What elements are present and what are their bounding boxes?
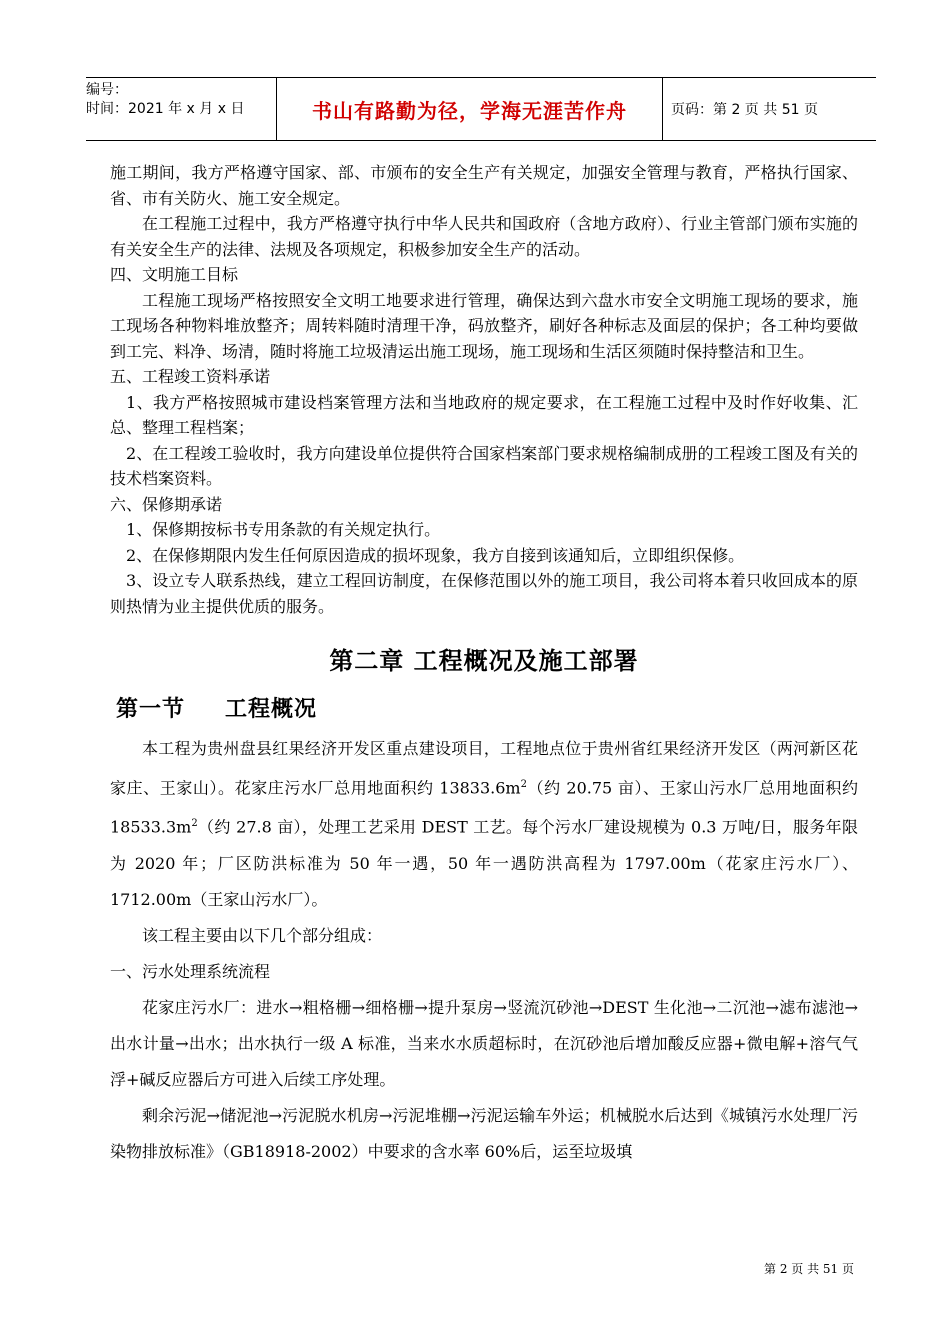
superscript: 2 [520, 779, 527, 790]
page-content [110, 160, 858, 1170]
overview-text-a: 本工程为贵州盘县红果经济开发区重点建设项目，工程地点位于贵州省红果经济开发区（两河新区花家庄、王家山）。花家庄污水厂总用地面积约 13833.6m [110, 739, 858, 798]
overview-paragraph [110, 731, 858, 918]
section-heading [116, 692, 858, 723]
page-footer: 第 2 页 共 51 页 [764, 1262, 854, 1276]
header-page-label: 页码：第 2 页 共 51 页 [671, 102, 818, 118]
overview-text-b: （约 20.75 亩）、王家山污水厂总用地面积约 18533.3m [110, 778, 858, 837]
list-item: 3、设立专人联系热线，建立工程回访制度，在保修范围以外的施工项目，我公司将本着只收回成本的原则热情为业主提供优质的服务。 [110, 571, 858, 616]
date-label: 时间：2021 年 x 月 x 日 [86, 101, 245, 117]
list-item: 1、保修期按标书专用条款的有关规定执行。 [126, 520, 441, 539]
document-number-label: 编号： [86, 82, 128, 98]
paragraph: 剩余污泥→储泥池→污泥脱水机房→污泥堆棚→污泥运输车外运；机械脱水后达到《城镇污水处理厂污染物排放标准》（GB18918-2002）中要求的含水率 60%后，运至垃圾填 [110, 1105, 858, 1161]
chapter-title: 第二章 工程概况及施工部署 [329, 647, 639, 675]
superscript: 2 [191, 818, 198, 830]
header-left [86, 78, 276, 140]
section-number: 第一节 [116, 697, 186, 722]
paragraph: 该工程主要由以下几个部分组成： [142, 925, 383, 945]
subheading: 一、污水处理系统流程 [110, 961, 271, 981]
subheading: 五、工程竣工资料承诺 [110, 367, 271, 386]
section-title: 工程概况 [225, 697, 318, 722]
list-item: 1、我方严格按照城市建设档案管理方法和当地政府的规定要求，在工程施工过程中及时作好收集、汇总、整理工程档案； [110, 392, 858, 437]
header-motto: 书山有路勤为径，学海无涯苦作舟 [276, 78, 663, 140]
overview-text-c: （约 27.8 亩），处理工艺采用 DEST 工艺。每个污水厂建设规模为 0.3 万吨/日，服务年限为 2020 年；厂区防洪标准为 50 年一遇，50 年一遇防洪高程为 1797.00m（花家庄污水厂）、1712.00m（王家山污水厂）。 [110, 817, 858, 909]
subheading: 六、保修期承诺 [110, 494, 223, 514]
list-item: 2、在工程竣工验收时，我方向建设单位提供符合国家档案部门要求规格编制成册的工程竣工图及有关的技术档案资料。 [110, 443, 858, 488]
page-header [86, 77, 876, 141]
subheading: 四、文明施工目标 [110, 265, 239, 284]
paragraph: 在工程施工过程中，我方严格遵守执行中华人民共和国政府（含地方政府）、行业主管部门颁布实施的有关安全生产的法律、法规及各项规定，积极参加安全生产的活动。 [110, 214, 858, 259]
paragraph: 工程施工现场严格按照安全文明工地要求进行管理，确保达到六盘水市安全文明施工现场的要求，施工现场各种物料堆放整齐；周转料随时清理干净，码放整齐，刷好各种标志及面层的保护；各工种均要做到工完、料净、场清，随时将施工垃圾清运出施工现场，施工现场和生活区须随时保持整洁和卫生。 [110, 290, 858, 361]
list-item: 2、在保修期限内发生任何原因造成的损坏现象，我方自接到该通知后，立即组织保修。 [126, 545, 745, 565]
paragraph: 施工期间，我方严格遵守国家、部、市颁布的安全生产有关规定，加强安全管理与教育，严格执行国家、省、市有关防火、施工安全规定。 [110, 163, 858, 208]
paragraph: 花家庄污水厂：进水→粗格栅→细格栅→提升泵房→竖流沉砂池→DEST 生化池→二沉池→滤布滤池→出水计量→出水；出水执行一级 A 标准，当来水水质超标时，在沉砂池后增加酸反应器+微电解+溶气气浮+碱反应器后方可进入后续工序处理。 [110, 997, 858, 1089]
